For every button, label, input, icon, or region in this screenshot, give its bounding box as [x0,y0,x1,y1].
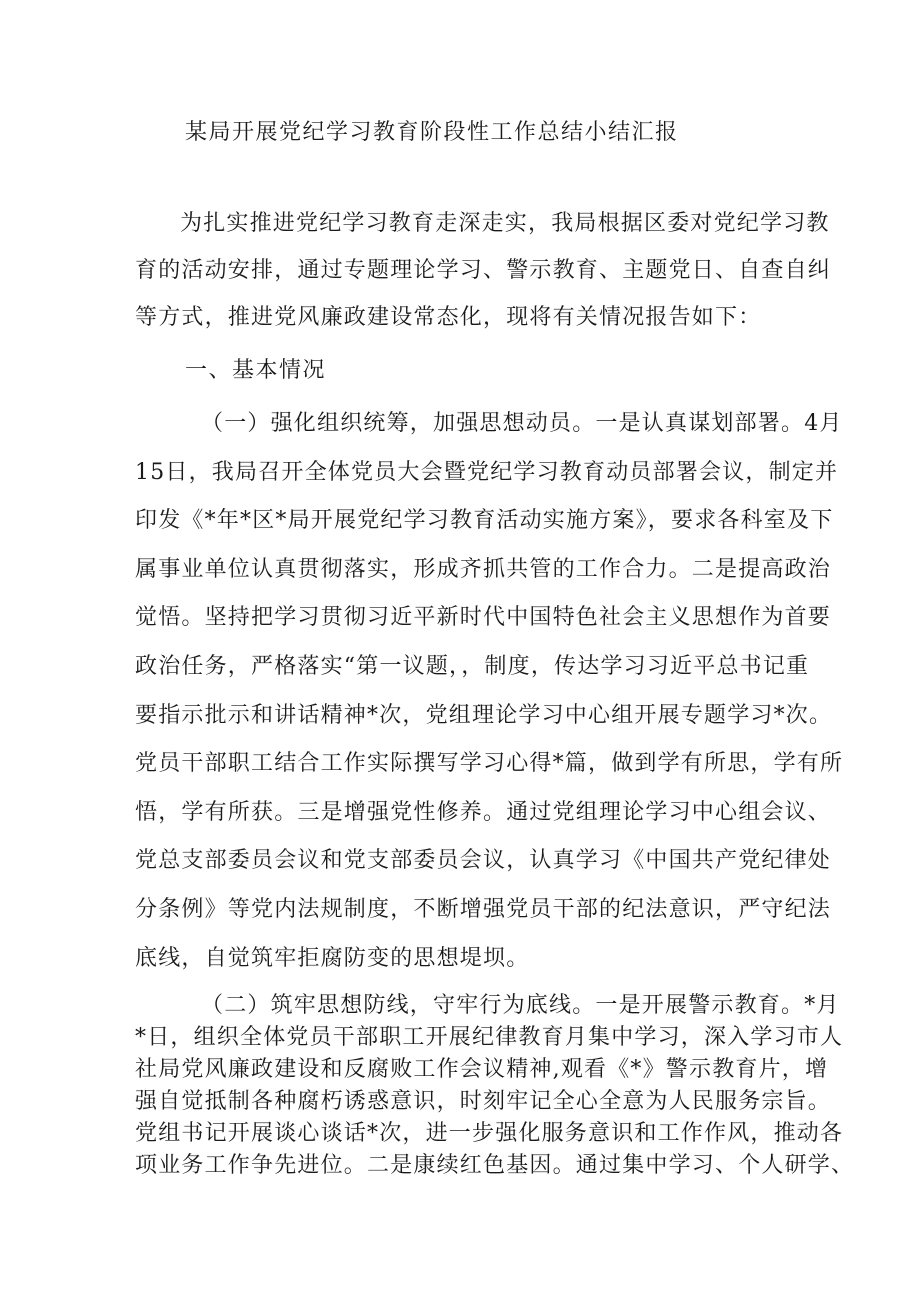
paragraph-line: *日，组织全体党员干部职工开展纪律教育月集中学习，深入学习市人 [135,1025,844,1050]
paragraph-line: 底线，自觉筑牢拒腐防变的思想堤坝。 [135,945,530,971]
paragraph-line: 15日，我局召开全体党员大会暨党纪学习教育动员部署会议，制定并 [135,459,839,485]
section-heading: 一、基本情况 [185,358,327,383]
paragraph-line: 项业务工作争先进位。二是康续红色基因。通过集中学习、个人研学、 [135,1153,855,1178]
paragraph-line: 社局党风廉政建设和反腐败工作会议精神,观看《*》警示教育片，增 [135,1057,829,1082]
paragraph-line: 党组书记开展谈心谈话*次，进一步强化服务意识和工作作风，推动各 [135,1121,844,1146]
intro-paragraph [135,200,832,341]
paragraph-line: 育的活动安排，通过专题理论学习、警示教育、主题党日、自查自纠 [135,258,832,283]
paragraph-line: （一）强化组织统筹，加强思想动员。一是认真谋划部署。4月 [201,411,843,436]
paragraph-line: 政治任务，严格落实“第一议题，，制度，传达学习习近平总书记重 [135,653,810,679]
paragraph-line: 党员干部职工结合工作实际撰写学习心得*篇，做到学有所思，学有所 [135,751,844,777]
paragraph-line: 属事业单位认真贯彻落实，形成齐抓共管的工作合力。二是提高政治 [135,556,832,582]
subsection-1-paragraph [135,400,844,983]
paragraph-line: 等方式，推进党风廉政建设常态化，现将有关情况报告如下： [135,305,762,330]
paragraph-line: 印发《*年*区*局开展党纪学习教育活动实施方案》，要求各科室及下 [135,508,834,534]
paragraph-line: 党总支部委员会议和党支部委员会议，认真学习《中国共产党纪律处 [135,848,832,874]
paragraph-line: 觉悟。坚持把学习贯彻习近平新时代中国特色社会主义思想作为首要 [135,605,832,631]
document-title: 某局开展党纪学习教育阶段性工作总结小结汇报 [185,120,679,145]
paragraph-line: （二）筑牢思想防线，守牢行为底线。一是开展警示教育。*月 [201,993,840,1018]
paragraph-line: 强自觉抵制各种腐朽诱惑意识，时刻牢记全心全意为人民服务宗旨。 [135,1089,832,1114]
paragraph-line: 要指示批示和讲话精神*次，党组理论学习中心组开展专题学习*次。 [135,702,833,728]
paragraph-line: 悟，学有所获。三是增强党性修养。通过党组理论学习中心组会议、 [135,799,832,825]
paragraph-line: 分条例》等党内法规制度，不断增强党员干部的纪法意识，严守纪法 [135,896,832,922]
subsection-2-paragraph [135,990,855,1182]
paragraph-line: 为扎实推进党纪学习教育走深走实，我局根据区委对党纪学习教 [180,211,830,236]
